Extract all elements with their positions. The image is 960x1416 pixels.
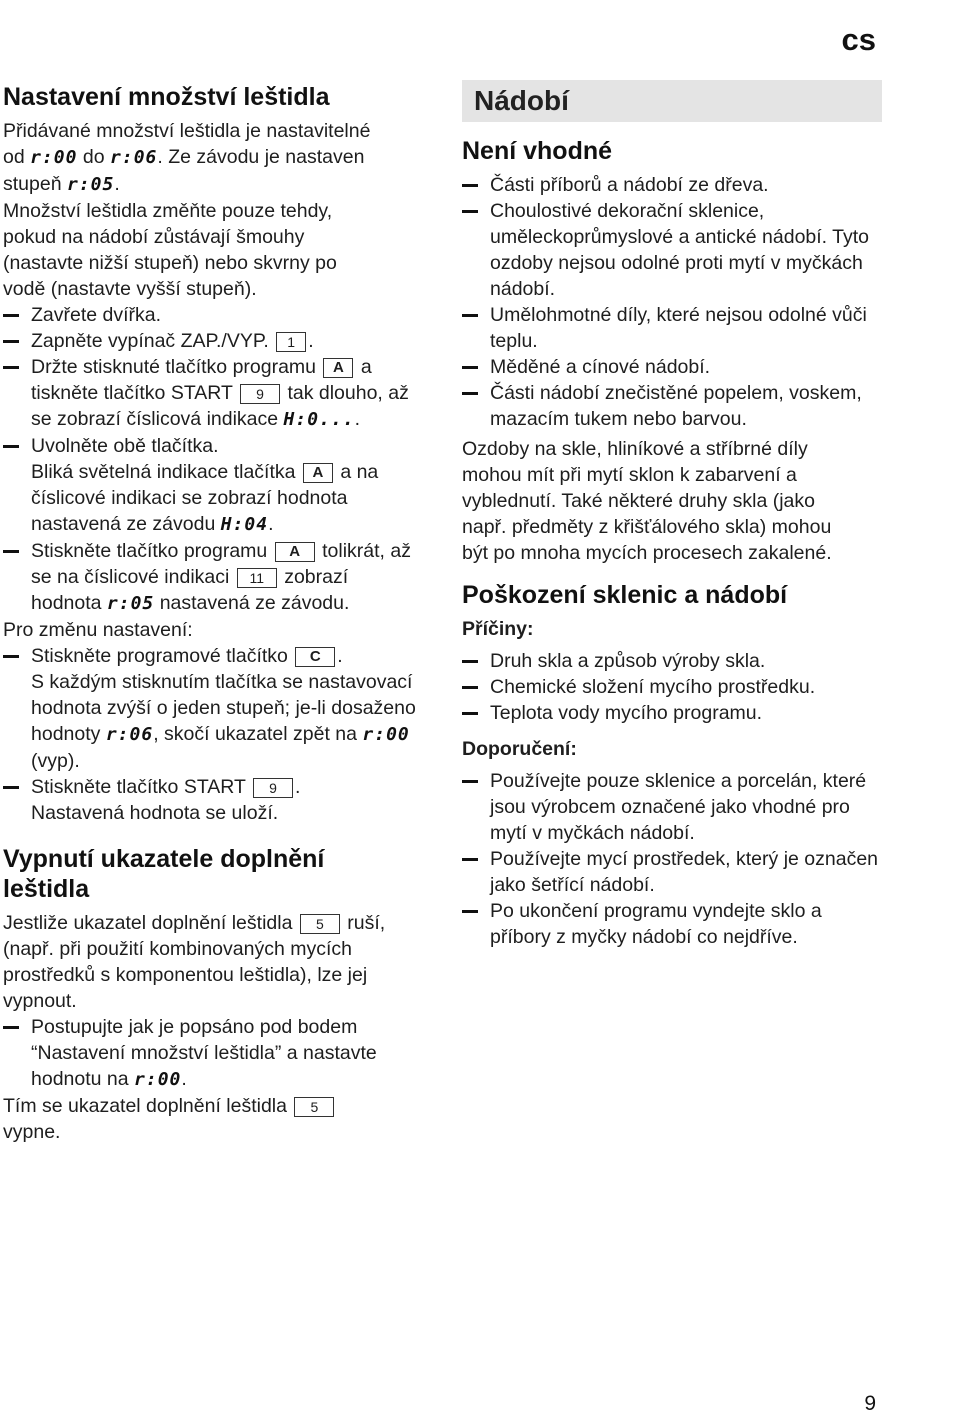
- text: .: [268, 513, 274, 535]
- steps-list: [3, 302, 423, 617]
- list-item: Umělohmotné díly, které nejsou odolné vůči teplu.: [462, 302, 882, 354]
- text: . Ze závodu je nastaven: [157, 146, 365, 168]
- list-item: Chemické složení mycího prostředku.: [462, 674, 882, 700]
- display-r00: r:00: [134, 1069, 182, 1090]
- text: S každým stisknutím tlačítka se nastavovací hodnota zvýší o jeden stupeň; je-li dosaženo hodnoty: [31, 671, 416, 745]
- step-press-start: [3, 774, 423, 826]
- text: zobrazí hodnota: [31, 566, 349, 614]
- text: tolikrát, až se na číslicové indikaci: [31, 540, 411, 588]
- text: Stiskněte programové tlačítko: [31, 645, 288, 667]
- not-suitable-list: [462, 172, 882, 432]
- key-A: A: [323, 358, 353, 378]
- step-press-C: [3, 643, 423, 774]
- text: (vyp).: [31, 750, 80, 772]
- text: stupeň: [3, 173, 62, 195]
- key-5: 5: [294, 1097, 334, 1117]
- display-H04: H:04: [220, 514, 269, 535]
- step-close-door: Zavřete dvířka.: [3, 302, 423, 328]
- display-H0: H:0...: [283, 409, 355, 430]
- recommendation-label: Doporučení:: [462, 738, 577, 760]
- step-press-program: [3, 538, 423, 617]
- step-set-r00: [3, 1014, 423, 1093]
- display-r05: r:05: [106, 593, 155, 614]
- text: Zapněte vypínač ZAP./VYP.: [31, 330, 269, 352]
- text: , skočí ukazatel zpět na: [153, 723, 357, 745]
- text: a tiskněte tlačítko START: [31, 356, 372, 404]
- adjust-paragraph: Množství leštidla změňte pouze tehdy, pokud na nádobí zůstávají šmouhy (nastavte nižší stupeň) nebo skvrny po vodě (nastavte vyšší stupeň).: [3, 200, 337, 300]
- key-9: 9: [240, 384, 280, 404]
- text: ruší, (např. při použití kombinovaných mycích prostředků s komponentou leštidla), lze jej vypnout.: [3, 912, 386, 1012]
- text: .: [337, 645, 343, 667]
- list-item: Po ukončení programu vyndejte sklo a příbory z myčky nádobí co nejdříve.: [462, 898, 882, 950]
- right-column: [462, 80, 882, 950]
- section-title-disable-indicator: Vypnutí ukazatele doplnění leštidla: [3, 845, 325, 903]
- causes-label: Příčiny:: [462, 618, 534, 640]
- change-settings-label: Pro změnu nastavení:: [3, 619, 193, 641]
- text: tak dlouho, až se zobrazí číslicová indikace: [31, 382, 409, 430]
- text: od: [3, 146, 25, 168]
- text: Držte stisknuté tlačítko programu: [31, 356, 317, 378]
- display-r00: r:00: [30, 147, 78, 168]
- subtitle-not-suitable: Není vhodné: [462, 137, 613, 165]
- causes-list: [462, 648, 882, 726]
- text: .: [308, 330, 314, 352]
- text: Nastavená hodnota se uloží.: [31, 802, 279, 824]
- text: Tím se ukazatel doplnění leštidla: [3, 1095, 287, 1117]
- key-11: 11: [237, 568, 277, 588]
- text: Bliká světelná indikace tlačítka: [31, 461, 296, 483]
- key-C: C: [295, 647, 335, 667]
- list-item: Teplota vody mycího programu.: [462, 700, 882, 726]
- text: a na číslicové indikaci se zobrazí hodnota nastavená ze závodu: [31, 461, 379, 535]
- disable-result-paragraph: [3, 1093, 423, 1145]
- text: .: [295, 776, 301, 798]
- key-9: 9: [253, 778, 293, 798]
- section-header-dishes: Nádobí: [462, 80, 882, 122]
- display-r06: r:06: [110, 147, 158, 168]
- disable-steps-list: [3, 1014, 423, 1093]
- list-item: Části příborů a nádobí ze dřeva.: [462, 172, 882, 198]
- left-column: [3, 82, 423, 1145]
- step-switch-on: [3, 328, 423, 354]
- page-number: 9: [864, 1392, 876, 1415]
- key-1: 1: [276, 332, 306, 352]
- key-5: 5: [300, 914, 340, 934]
- display-r00: r:00: [362, 724, 410, 745]
- subtitle-damage: Poškození sklenic a nádobí: [462, 581, 788, 609]
- key-A: A: [303, 463, 333, 483]
- section-title-rinse-aid-amount: Nastavení množství leštidla: [3, 83, 330, 111]
- text: Přidávané množství leštidla je nastavitelné: [3, 120, 371, 142]
- disable-paragraph: [3, 910, 423, 1014]
- recommendation-list: [462, 768, 882, 950]
- text: nastavená ze závodu.: [159, 592, 350, 614]
- text: Postupujte jak je popsáno pod bodem “Nastavení množství leštidla” a nastavte hodnotu na: [31, 1016, 377, 1090]
- display-r06: r:06: [105, 724, 154, 745]
- list-item: Měděné a cínové nádobí.: [462, 354, 882, 380]
- intro-paragraph: [3, 118, 423, 198]
- list-item: Choulostivé dekorační sklenice, uměleckoprůmyslové a antické nádobí. Tyto ozdoby nejsou odolné proti mytí v myčkách nádobí.: [462, 198, 882, 302]
- text: Stiskněte tlačítko programu: [31, 540, 268, 562]
- display-r05: r:05: [66, 174, 115, 195]
- text: Uvolněte obě tlačítka.: [31, 435, 219, 457]
- key-A: A: [275, 542, 315, 562]
- step-release: [3, 433, 423, 538]
- step-hold-program: [3, 354, 423, 433]
- language-code: cs: [841, 22, 876, 57]
- text: .: [354, 408, 360, 430]
- text: vypne.: [3, 1121, 61, 1143]
- decoration-paragraph: Ozdoby na skle, hliníkové a stříbrné díly mohou mít při mytí sklon k zabarvení a vyblednutí. Také některé druhy skla (jako např. předměty z křišťálového skla) mohou být po mnoha mycích procesech zakalené.: [462, 438, 832, 564]
- text: .: [114, 173, 120, 195]
- change-steps-list: [3, 643, 423, 826]
- list-item: Druh skla a způsob výroby skla.: [462, 648, 882, 674]
- text: do: [82, 146, 105, 168]
- text: .: [181, 1068, 187, 1090]
- text: Stiskněte tlačítko START: [31, 776, 246, 798]
- list-item: Používejte pouze sklenice a porcelán, které jsou výrobcem označené jako vhodné pro mytí v myčkách nádobí.: [462, 768, 882, 846]
- list-item: Části nádobí znečistěné popelem, voskem, mazacím tukem nebo barvou.: [462, 380, 882, 432]
- text: Jestliže ukazatel doplnění leštidla: [3, 912, 293, 934]
- list-item: Používejte mycí prostředek, který je označen jako šetřící nádobí.: [462, 846, 882, 898]
